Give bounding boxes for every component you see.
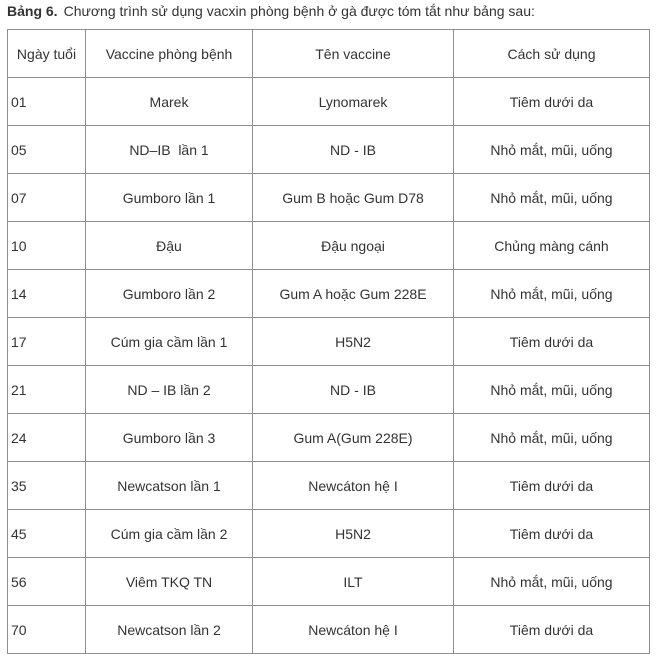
vaccine-schedule-table (7, 29, 650, 654)
cell-age: 14 (8, 270, 86, 318)
table-row (8, 318, 650, 366)
cell-vaccine-disease: Gumboro lần 1 (86, 174, 253, 222)
cell-usage-method: Tiêm dưới da (454, 462, 650, 510)
cell-age: 56 (8, 558, 86, 606)
cell-vaccine-disease: Gumboro lần 3 (86, 414, 253, 462)
table-row (8, 606, 650, 654)
cell-age: 45 (8, 510, 86, 558)
table-row (8, 366, 650, 414)
cell-vaccine-disease: Cúm gia cầm lần 1 (86, 318, 253, 366)
cell-usage-method: Chủng màng cánh (454, 222, 650, 270)
cell-vaccine-disease: Newcatson lần 2 (86, 606, 253, 654)
cell-usage-method: Tiêm dưới da (454, 510, 650, 558)
cell-vaccine-disease: Viêm TKQ TN (86, 558, 253, 606)
cell-vaccine-name: Đậu ngoại (253, 222, 454, 270)
cell-vaccine-name: Lynomarek (253, 78, 454, 126)
cell-age: 05 (8, 126, 86, 174)
cell-vaccine-disease: Cúm gia cầm lần 2 (86, 510, 253, 558)
cell-age: 70 (8, 606, 86, 654)
cell-vaccine-disease: ND–IB lần 1 (86, 126, 253, 174)
header-vaccine-name: Tên vaccine (253, 30, 454, 78)
cell-age: 10 (8, 222, 86, 270)
cell-usage-method: Nhỏ mắt, mũi, uống (454, 174, 650, 222)
cell-vaccine-name: Gum A hoặc Gum 228E (253, 270, 454, 318)
cell-vaccine-disease: Marek (86, 78, 253, 126)
cell-vaccine-name: ND - IB (253, 126, 454, 174)
cell-vaccine-name: Gum B hoặc Gum D78 (253, 174, 454, 222)
table-caption (7, 2, 535, 20)
cell-vaccine-disease: ND – IB lần 2 (86, 366, 253, 414)
cell-age: 24 (8, 414, 86, 462)
cell-age: 17 (8, 318, 86, 366)
cell-usage-method: Nhỏ mắt, mũi, uống (454, 414, 650, 462)
cell-vaccine-name: ILT (253, 558, 454, 606)
cell-usage-method: Nhỏ mắt, mũi, uống (454, 270, 650, 318)
cell-age: 21 (8, 366, 86, 414)
cell-age: 01 (8, 78, 86, 126)
cell-age: 35 (8, 462, 86, 510)
caption-label: Bảng 6. (7, 3, 58, 19)
cell-age: 07 (8, 174, 86, 222)
cell-usage-method: Tiêm dưới da (454, 318, 650, 366)
cell-usage-method: Tiêm dưới da (454, 78, 650, 126)
cell-usage-method: Nhỏ mắt, mũi, uống (454, 366, 650, 414)
table-header-row (8, 30, 650, 78)
cell-vaccine-disease: Newcatson lần 1 (86, 462, 253, 510)
cell-vaccine-disease: Gumboro lần 2 (86, 270, 253, 318)
cell-vaccine-name: H5N2 (253, 510, 454, 558)
cell-vaccine-name: ND - IB (253, 366, 454, 414)
table-row (8, 270, 650, 318)
cell-usage-method: Tiêm dưới da (454, 606, 650, 654)
cell-vaccine-name: Newcáton hệ I (253, 462, 454, 510)
table-row (8, 126, 650, 174)
table-row (8, 414, 650, 462)
cell-usage-method: Nhỏ mắt, mũi, uống (454, 558, 650, 606)
caption-text: Chương trình sử dụng vacxin phòng bệnh ở gà được tóm tắt như bảng sau: (63, 3, 535, 19)
table-row (8, 510, 650, 558)
table-row (8, 222, 650, 270)
table-row (8, 558, 650, 606)
header-usage-method: Cách sử dụng (454, 30, 650, 78)
cell-usage-method: Nhỏ mắt, mũi, uống (454, 126, 650, 174)
cell-vaccine-name: H5N2 (253, 318, 454, 366)
table-row (8, 174, 650, 222)
header-vaccine-disease: Vaccine phòng bệnh (86, 30, 253, 78)
header-age: Ngày tuổi (8, 30, 86, 78)
cell-vaccine-disease: Đậu (86, 222, 253, 270)
cell-vaccine-name: Newcáton hệ I (253, 606, 454, 654)
table-row (8, 78, 650, 126)
table-row (8, 462, 650, 510)
cell-vaccine-name: Gum A(Gum 228E) (253, 414, 454, 462)
